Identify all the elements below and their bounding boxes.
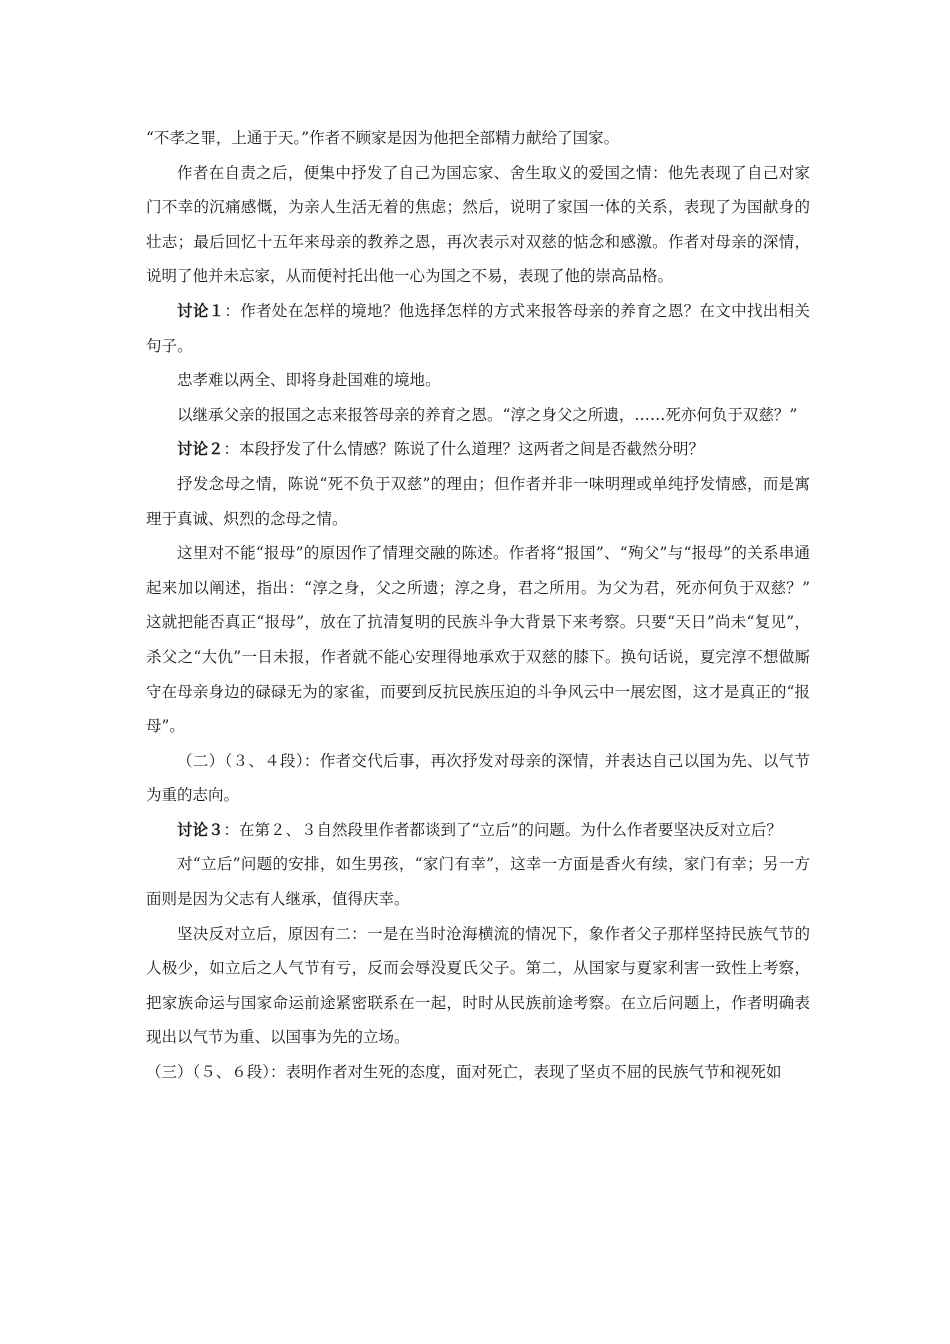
paragraph: 抒发念母之情，陈说“死不负于双慈”的理由；但作者并非一味明理或单纯抒发情感，而是寓理于真诚、炽烈的念母之情。 <box>146 474 810 528</box>
discussion-paragraph <box>146 813 810 848</box>
discussion-text: ：作者处在怎样的境地？他选择怎样的方式来报答母亲的养育之恩？在文中找出相关句子。 <box>146 301 810 355</box>
discussion-label: 讨论１ <box>177 301 225 320</box>
section-heading-paragraph: （三）（５、６段）：表明作者对生死的态度，面对死亡，表现了坚贞不屈的民族气节和视死如 <box>146 1063 782 1082</box>
paragraph: 这里对不能“报母”的原因作了情理交融的陈述。作者将“报国”、“殉父”与“报母”的关系串通起来加以阐述，指出：“淳之身，父之所遗；淳之身，君之所用。为父为君，死亦何负于双慈？” 这就把能否真正“报母”，放在了抗清复明的民族斗争大背景下来考察。只要“天日”尚未“复见”，杀父之“大仇”一日未报，作者就不能心安理得地承欢于双慈的膝下。换句话说，夏完淳不想做厮守在母亲身边的碌碌无为的家雀，而要到反抗民族压迫的斗争风云中一展宏图，这才是真正的“报母”。 <box>146 544 826 736</box>
paragraph: 坚决反对立后，原因有二：一是在当时沧海横流的情况下，象作者父子那样坚持民族气节的人极少，如立后之人气节有亏，反而会辱没夏氏父子。第二，从国家与夏家利害一致性上考察，把家族命运与国家命运前途紧密联系在一起，时时从民族前途考察。在立后问题上，作者明确表现出以气节为重、以国事为先的立场。 <box>146 924 810 1047</box>
discussion-text: ：本段抒发了什么情感？陈说了什么道理？这两者之间是否截然分明？ <box>223 440 705 459</box>
discussion-paragraph <box>146 432 810 467</box>
discussion-text: ：在第２、３自然段里作者都谈到了“立后”的问题。为什么作者要坚决反对立后？ <box>223 820 782 839</box>
paragraph: “不孝之罪，上通于天。”作者不顾家是因为他把全部精力献给了国家。 <box>146 129 620 147</box>
document-body <box>146 121 826 1090</box>
paragraph: 忠孝难以两全、即将身赴国难的境地。 <box>177 371 441 390</box>
discussion-label: 讨论３ <box>177 820 224 839</box>
section-heading-paragraph: （二）（３、４段）：作者交代后事，再次抒发对母亲的深情，并表达自己以国为先、以气节为重的志向。 <box>146 751 810 805</box>
paragraph: 对“立后”问题的安排，如生男孩，“家门有幸”，这幸一方面是香火有续，家门有幸；另一方面则是因为父志有人继承，值得庆幸。 <box>146 855 810 909</box>
paragraph: 作者在自责之后，便集中抒发了自己为国忘家、舍生取义的爱国之情：他先表现了自己对家门不幸的沉痛感慨，为亲人生活无着的焦虑；然后，说明了家国一体的关系，表现了为国献身的壮志；最后回忆十五年来母亲的教养之恩，再次表示对双慈的惦念和感激。作者对母亲的深情，说明了他并未忘家，从而便衬托出他一心为国之不易，表现了他的崇高品格。 <box>146 163 810 286</box>
discussion-paragraph <box>146 294 810 363</box>
discussion-label: 讨论２ <box>177 440 224 459</box>
paragraph: 以继承父亲的报国之志来报答母亲的养育之恩。“淳之身父之所遗，……死亦何负于双慈？” <box>177 405 798 424</box>
